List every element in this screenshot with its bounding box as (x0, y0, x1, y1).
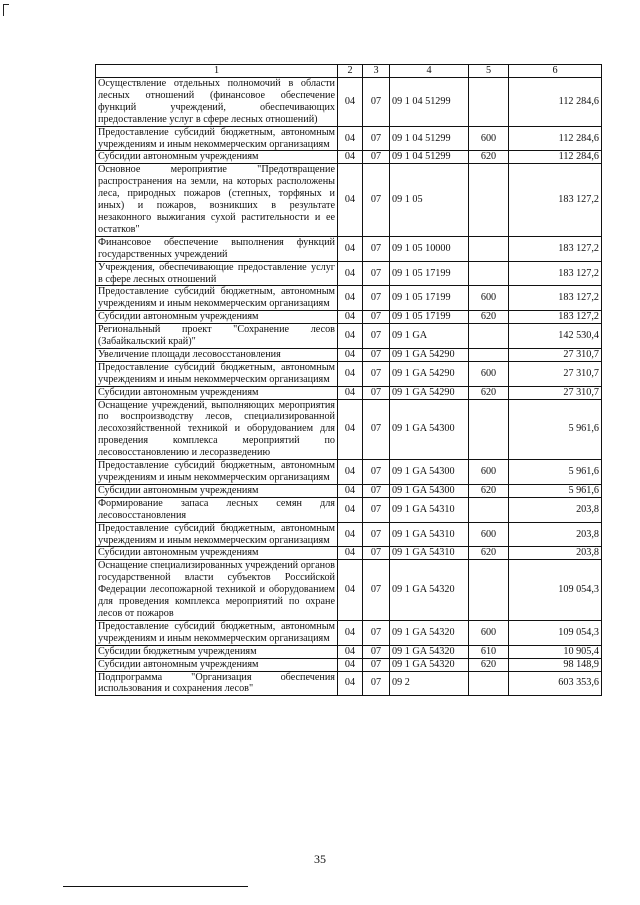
row-name-cell: Субсидии автономным учреждениям (96, 311, 338, 324)
amount-cell: 5 961,6 (509, 399, 602, 460)
expense-type-cell: 600 (469, 460, 509, 485)
expense-type-cell: 600 (469, 126, 509, 151)
subsection-cell: 07 (363, 261, 390, 286)
amount-cell: 27 310,7 (509, 361, 602, 386)
table-row (96, 311, 602, 324)
amount-cell: 203,8 (509, 547, 602, 560)
row-name-cell: Субсидии автономным учреждениям (96, 151, 338, 164)
target-article-cell: 09 1 GA 54320 (390, 645, 469, 658)
row-name-cell: Предоставление субсидий бюджетным, автономным учреждениям и иным некоммерческим организациям (96, 286, 338, 311)
expense-type-cell (469, 236, 509, 261)
subsection-cell: 07 (363, 386, 390, 399)
section-cell: 04 (338, 126, 363, 151)
row-name-cell: Предоставление субсидий бюджетным, автономным учреждениям и иным некоммерческим организациям (96, 522, 338, 547)
section-cell: 04 (338, 547, 363, 560)
table-row (96, 78, 602, 127)
subsection-cell: 07 (363, 126, 390, 151)
table-row (96, 620, 602, 645)
expense-type-cell: 600 (469, 361, 509, 386)
table-row (96, 547, 602, 560)
row-name-cell: Субсидии автономным учреждениям (96, 547, 338, 560)
header-cell: 4 (390, 65, 469, 78)
target-article-cell: 09 1 04 51299 (390, 151, 469, 164)
table-row (96, 286, 602, 311)
table-row (96, 348, 602, 361)
section-cell: 04 (338, 286, 363, 311)
amount-cell: 203,8 (509, 497, 602, 522)
corner-mark (3, 4, 9, 16)
target-article-cell: 09 2 (390, 671, 469, 696)
row-name-cell: Увеличение площади лесовосстановления (96, 348, 338, 361)
subsection-cell: 07 (363, 547, 390, 560)
subsection-cell: 07 (363, 484, 390, 497)
subsection-cell: 07 (363, 164, 390, 236)
amount-cell: 112 284,6 (509, 126, 602, 151)
section-cell: 04 (338, 671, 363, 696)
target-article-cell: 09 1 05 17199 (390, 261, 469, 286)
expense-type-cell (469, 324, 509, 349)
row-name-cell: Предоставление субсидий бюджетным, автономным учреждениям и иным некоммерческим организациям (96, 460, 338, 485)
amount-cell: 98 148,9 (509, 658, 602, 671)
table-row (96, 658, 602, 671)
amount-cell: 5 961,6 (509, 484, 602, 497)
section-cell: 04 (338, 497, 363, 522)
header-cell: 3 (363, 65, 390, 78)
page-number: 35 (314, 852, 326, 866)
target-article-cell: 09 1 GA 54300 (390, 484, 469, 497)
row-name-cell: Оснащение учреждений, выполняющих мероприятия по воспроизводству лесов, специализированной лесохозяйственной техникой и оборудованием для проведения комплекса мероприятий по лесовосстановлению и лесоразведению (96, 399, 338, 460)
expense-type-cell: 620 (469, 658, 509, 671)
subsection-cell: 07 (363, 460, 390, 485)
subsection-cell: 07 (363, 78, 390, 127)
subsection-cell: 07 (363, 560, 390, 621)
section-cell: 04 (338, 236, 363, 261)
expense-type-cell (469, 560, 509, 621)
target-article-cell: 09 1 GA 54320 (390, 658, 469, 671)
expense-type-cell: 620 (469, 151, 509, 164)
amount-cell: 183 127,2 (509, 286, 602, 311)
section-cell: 04 (338, 386, 363, 399)
subsection-cell: 07 (363, 286, 390, 311)
target-article-cell: 09 1 05 17199 (390, 286, 469, 311)
header-cell: 5 (469, 65, 509, 78)
table-row (96, 460, 602, 485)
table-row (96, 522, 602, 547)
header-row (96, 65, 602, 78)
target-article-cell: 09 1 05 (390, 164, 469, 236)
section-cell: 04 (338, 361, 363, 386)
table-row (96, 236, 602, 261)
amount-cell: 5 961,6 (509, 460, 602, 485)
expense-type-cell (469, 671, 509, 696)
subsection-cell: 07 (363, 324, 390, 349)
table-row (96, 164, 602, 236)
section-cell: 04 (338, 484, 363, 497)
expense-type-cell: 600 (469, 286, 509, 311)
target-article-cell: 09 1 05 10000 (390, 236, 469, 261)
table-row (96, 497, 602, 522)
target-article-cell: 09 1 GA 54320 (390, 560, 469, 621)
expense-type-cell (469, 261, 509, 286)
section-cell: 04 (338, 78, 363, 127)
expense-type-cell (469, 164, 509, 236)
target-article-cell: 09 1 GA 54300 (390, 460, 469, 485)
expense-type-cell (469, 497, 509, 522)
expense-type-cell: 620 (469, 547, 509, 560)
expense-type-cell: 600 (469, 620, 509, 645)
section-cell: 04 (338, 311, 363, 324)
amount-cell: 112 284,6 (509, 78, 602, 127)
footer-rule (63, 886, 248, 887)
section-cell: 04 (338, 620, 363, 645)
section-cell: 04 (338, 324, 363, 349)
subsection-cell: 07 (363, 645, 390, 658)
subsection-cell: 07 (363, 311, 390, 324)
target-article-cell: 09 1 04 51299 (390, 126, 469, 151)
row-name-cell: Осуществление отдельных полномочий в области лесных отношений (финансовое обеспечение функций учреждений, обеспечивающих предоставление услуг в сфере лесных отношений) (96, 78, 338, 127)
table-row (96, 484, 602, 497)
target-article-cell: 09 1 04 51299 (390, 78, 469, 127)
target-article-cell: 09 1 GA 54300 (390, 399, 469, 460)
row-name-cell: Региональный проект "Сохранение лесов (Забайкальский край)" (96, 324, 338, 349)
row-name-cell: Субсидии автономным учреждениям (96, 658, 338, 671)
subsection-cell: 07 (363, 348, 390, 361)
row-name-cell: Субсидии автономным учреждениям (96, 386, 338, 399)
amount-cell: 109 054,3 (509, 620, 602, 645)
table-row (96, 361, 602, 386)
table-row (96, 386, 602, 399)
row-name-cell: Предоставление субсидий бюджетным, автономным учреждениям и иным некоммерческим организациям (96, 361, 338, 386)
subsection-cell: 07 (363, 620, 390, 645)
target-article-cell: 09 1 GA (390, 324, 469, 349)
subsection-cell: 07 (363, 658, 390, 671)
expense-type-cell: 600 (469, 522, 509, 547)
subsection-cell: 07 (363, 399, 390, 460)
amount-cell: 142 530,4 (509, 324, 602, 349)
target-article-cell: 09 1 GA 54290 (390, 386, 469, 399)
budget-table (95, 64, 602, 696)
expense-type-cell: 620 (469, 386, 509, 399)
row-name-cell: Предоставление субсидий бюджетным, автономным учреждениям и иным некоммерческим организациям (96, 126, 338, 151)
target-article-cell: 09 1 GA 54290 (390, 348, 469, 361)
amount-cell: 183 127,2 (509, 236, 602, 261)
table-row (96, 151, 602, 164)
subsection-cell: 07 (363, 497, 390, 522)
amount-cell: 183 127,2 (509, 164, 602, 236)
header-cell: 2 (338, 65, 363, 78)
section-cell: 04 (338, 460, 363, 485)
table-row (96, 126, 602, 151)
expense-type-cell: 610 (469, 645, 509, 658)
amount-cell: 203,8 (509, 522, 602, 547)
subsection-cell: 07 (363, 151, 390, 164)
table-row (96, 324, 602, 349)
target-article-cell: 09 1 GA 54310 (390, 497, 469, 522)
section-cell: 04 (338, 645, 363, 658)
section-cell: 04 (338, 560, 363, 621)
subsection-cell: 07 (363, 236, 390, 261)
table-row (96, 261, 602, 286)
subsection-cell: 07 (363, 361, 390, 386)
section-cell: 04 (338, 151, 363, 164)
row-name-cell: Учреждения, обеспечивающие предоставление услуг в сфере лесных отношений (96, 261, 338, 286)
section-cell: 04 (338, 261, 363, 286)
target-article-cell: 09 1 05 17199 (390, 311, 469, 324)
row-name-cell: Субсидии автономным учреждениям (96, 484, 338, 497)
expense-type-cell (469, 78, 509, 127)
row-name-cell: Предоставление субсидий бюджетным, автономным учреждениям и иным некоммерческим организациям (96, 620, 338, 645)
target-article-cell: 09 1 GA 54320 (390, 620, 469, 645)
header-cell: 1 (96, 65, 338, 78)
amount-cell: 27 310,7 (509, 348, 602, 361)
table-row (96, 560, 602, 621)
expense-type-cell (469, 348, 509, 361)
row-name-cell: Оснащение специализированных учреждений органов государственной власти субъектов Российской Федерации лесопожарной техникой и оборудованием для проведения комплекса мероприятий по охране лесов от пожаров (96, 560, 338, 621)
row-name-cell: Основное мероприятие "Предотвращение распространения на земли, на которых расположены леса, природных пожаров (степных, торфяных и иных) и пожаров, возникших в результате незаконного выжигания сухой растительности и ее остатков" (96, 164, 338, 236)
section-cell: 04 (338, 658, 363, 671)
target-article-cell: 09 1 GA 54290 (390, 361, 469, 386)
row-name-cell: Субсидии бюджетным учреждениям (96, 645, 338, 658)
amount-cell: 603 353,6 (509, 671, 602, 696)
target-article-cell: 09 1 GA 54310 (390, 522, 469, 547)
table-row (96, 645, 602, 658)
amount-cell: 109 054,3 (509, 560, 602, 621)
expense-type-cell: 620 (469, 484, 509, 497)
subsection-cell: 07 (363, 671, 390, 696)
amount-cell: 10 905,4 (509, 645, 602, 658)
row-name-cell: Формирование запаса лесных семян для лесовосстановления (96, 497, 338, 522)
amount-cell: 183 127,2 (509, 311, 602, 324)
expense-type-cell: 620 (469, 311, 509, 324)
header-cell: 6 (509, 65, 602, 78)
section-cell: 04 (338, 348, 363, 361)
amount-cell: 112 284,6 (509, 151, 602, 164)
section-cell: 04 (338, 164, 363, 236)
row-name-cell: Финансовое обеспечение выполнения функций государственных учреждений (96, 236, 338, 261)
row-name-cell: Подпрограмма "Организация обеспечения использования и сохранения лесов" (96, 671, 338, 696)
subsection-cell: 07 (363, 522, 390, 547)
section-cell: 04 (338, 522, 363, 547)
table-row (96, 671, 602, 696)
target-article-cell: 09 1 GA 54310 (390, 547, 469, 560)
expense-type-cell (469, 399, 509, 460)
section-cell: 04 (338, 399, 363, 460)
amount-cell: 27 310,7 (509, 386, 602, 399)
table-row (96, 399, 602, 460)
amount-cell: 183 127,2 (509, 261, 602, 286)
